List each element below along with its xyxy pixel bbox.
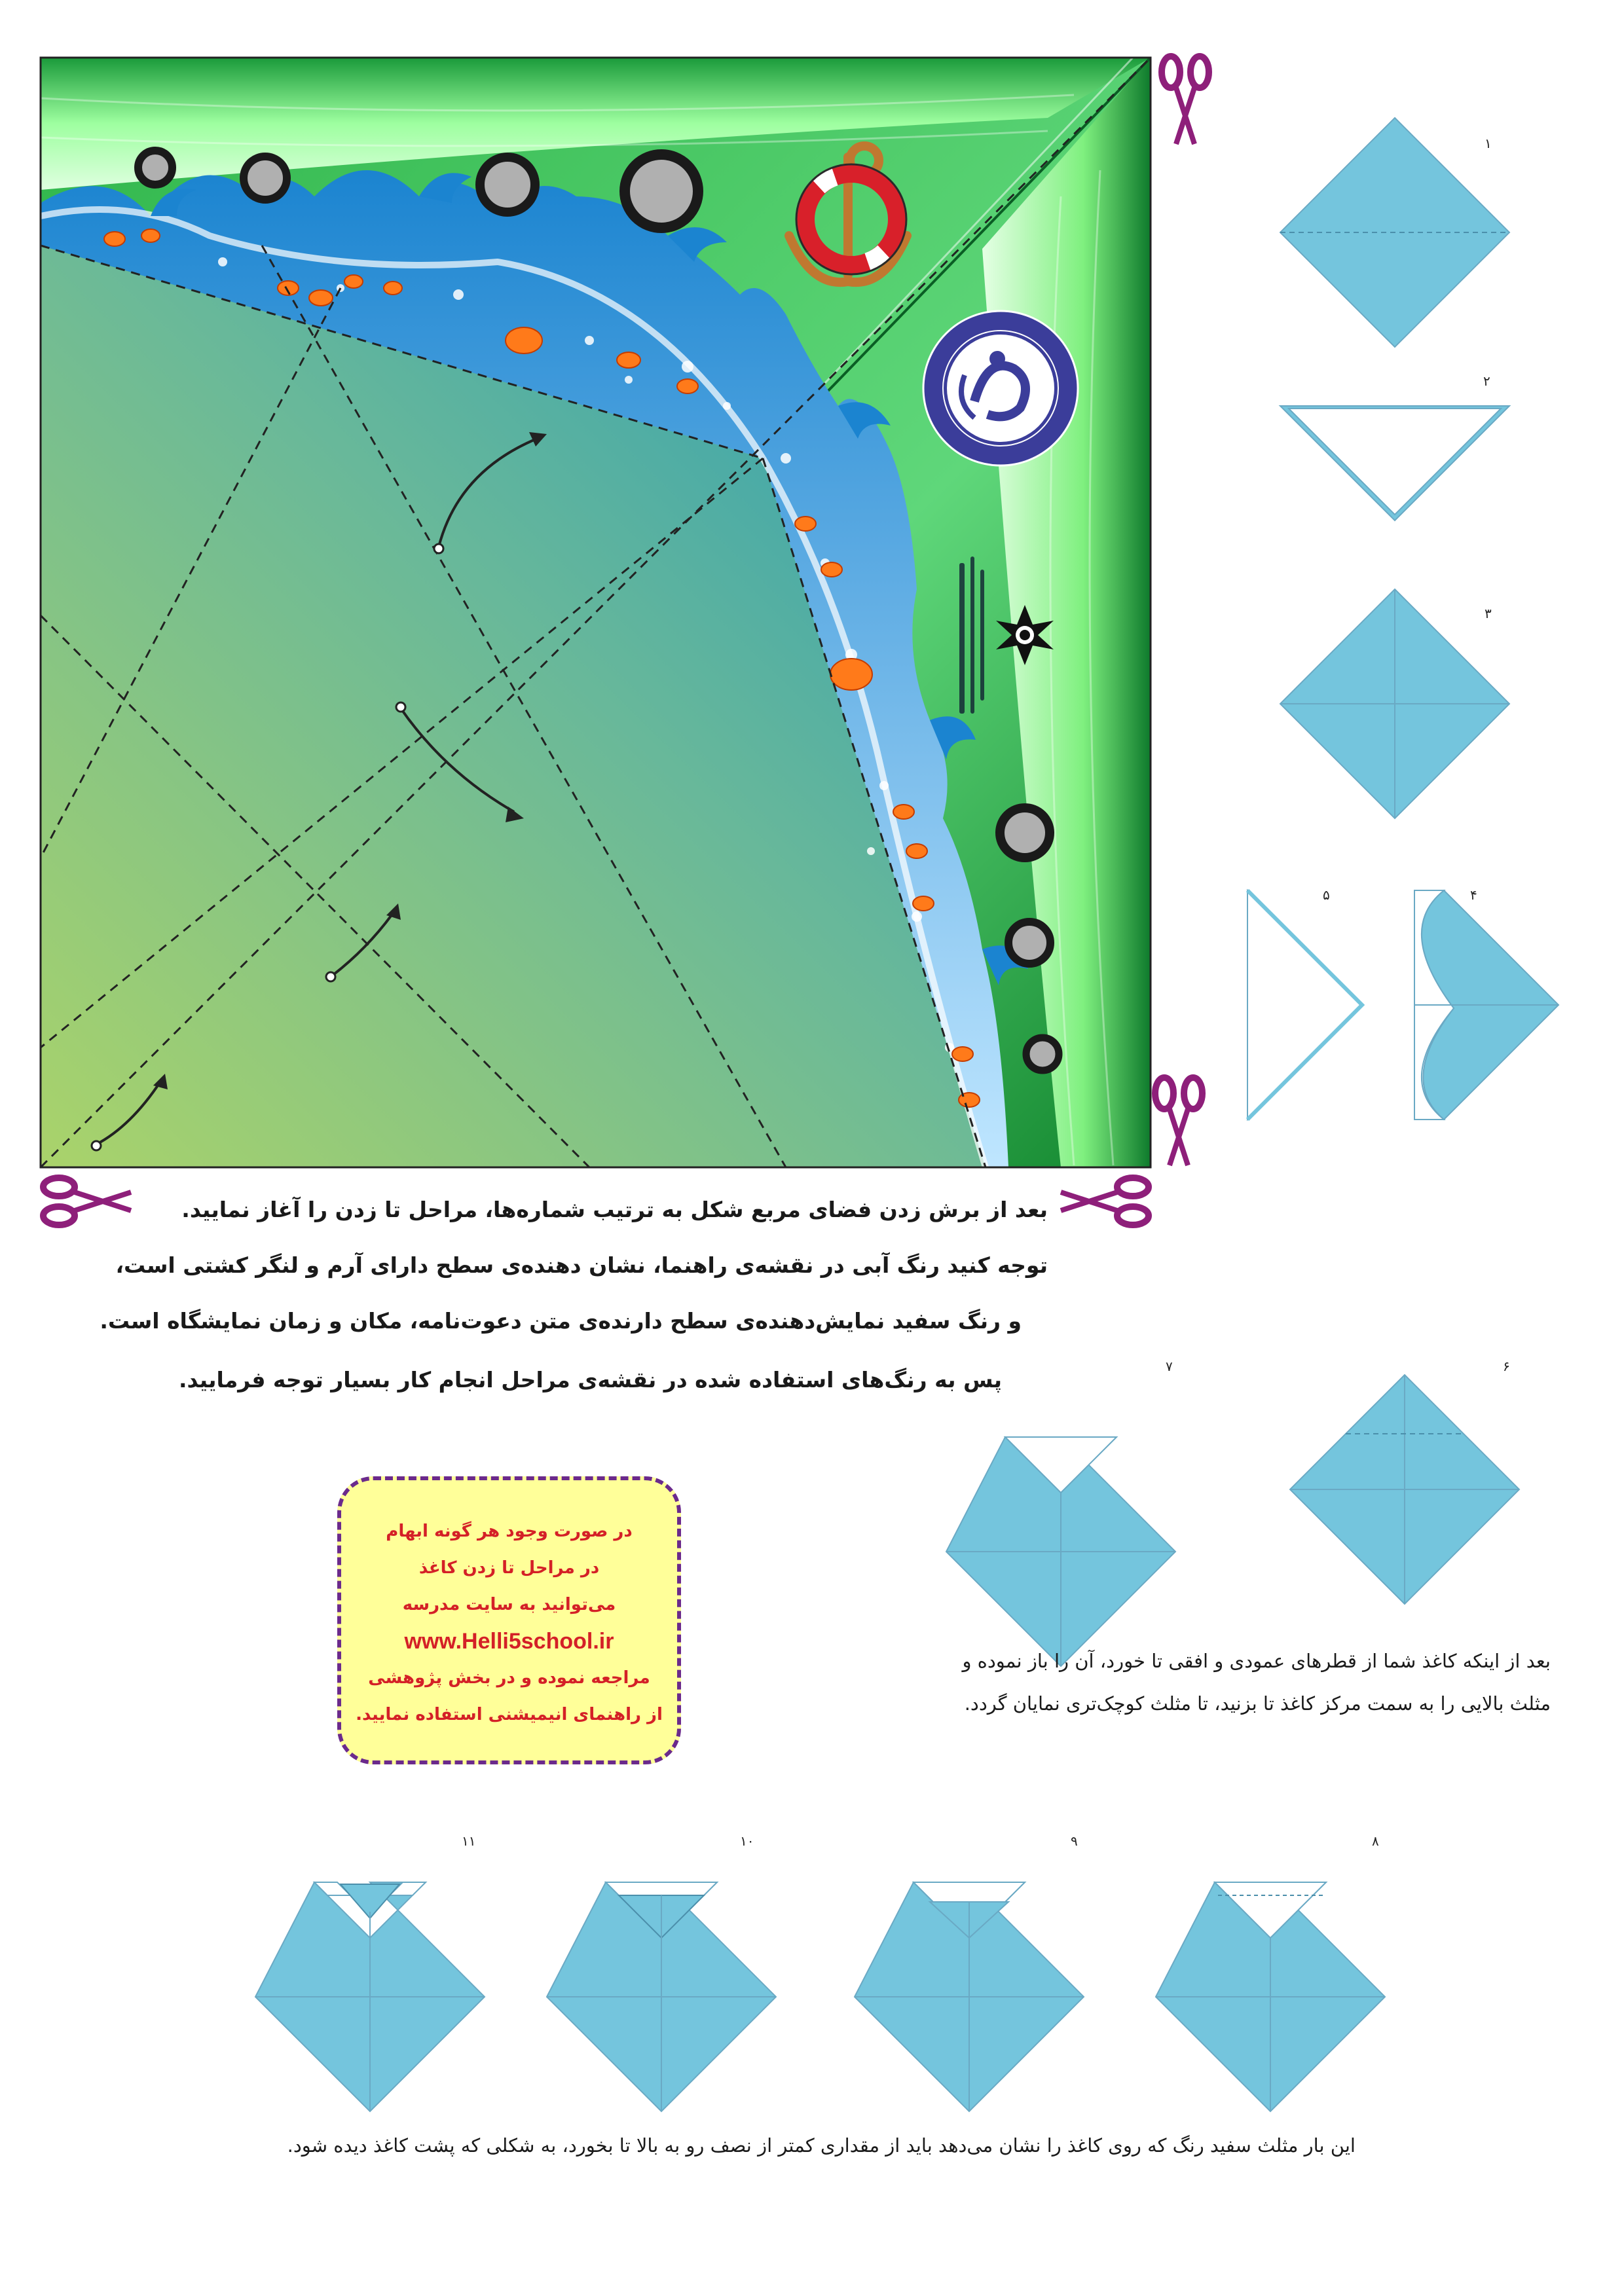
final-step-note: این بار مثلث سفید رنگ که روی کاغذ را نشان می‌دهد باید از مقداری کمتر از نصف رو به بالا تا بخورد، به شکلی که پشت کاغذ دیده شود. (287, 2134, 1356, 2157)
instruction-line-2: توجه کنید رنگ آبی در نقشه‌ی راهنما، نشان دهنده‌ی سطح دارای آرم و لنگر کشتی است، (115, 1252, 1048, 1278)
step-7-note: بعد از اینکه کاغذ شما از قطرهای عمودی و افقی تا خورد، آن را باز نموده و (962, 1650, 1551, 1672)
notice-line-5: از راهنمای انیمیشنی استفاده نمایید. (356, 1705, 663, 1724)
notice-line-1: در صورت وجود هر گونه ابهام (386, 1522, 633, 1541)
instruction-line-1: بعد از برش زدن فضای مربع شکل به ترتیب شماره‌ها، مراحل تا زدن را آغاز نمایید. (181, 1197, 1048, 1222)
instruction-line-4: پس به رنگ‌های استفاده شده در نقشه‌ی مراحل انجام کار بسیار توجه فرمایید. (179, 1367, 1002, 1393)
notice-line-4: مراجعه نموده و در بخش پژوهشی (368, 1668, 650, 1688)
step-number: ۵ (1323, 887, 1330, 903)
step-number: ۶ (1503, 1358, 1510, 1374)
help-notice-box (337, 1476, 681, 1764)
step-8-diagram (1156, 1882, 1385, 2111)
step-number: ۱۰ (740, 1833, 754, 1849)
step-number: ۱ (1485, 136, 1492, 151)
step-1-diagram (1280, 118, 1509, 347)
step-number: ۹ (1071, 1833, 1078, 1849)
step-11-diagram (255, 1882, 485, 2111)
school-website-link[interactable]: www.Helli5school.ir (404, 1629, 614, 1654)
logo-seal (923, 311, 1078, 465)
step-number: ۸ (1372, 1833, 1379, 1849)
step-5-diagram (1247, 890, 1362, 1120)
step-3-diagram (1280, 589, 1509, 818)
instruction-line-3: و رنگ سفید نمایش‌دهنده‌ی سطح دارنده‌ی متن دعوت‌نامه، مکان و زمان نمایشگاه است. (100, 1308, 1022, 1334)
notice-line-2: در مراحل تا زدن کاغذ (418, 1558, 600, 1578)
step-9-diagram (855, 1882, 1084, 2111)
step-10-diagram (547, 1882, 776, 2111)
notice-line-3: می‌توانید به سایت مدرسه (402, 1595, 616, 1614)
step-2-diagram (1280, 406, 1509, 520)
step-6-diagram (1290, 1375, 1519, 1604)
step-7-note-cont: مثلث بالایی را به سمت مرکز کاغذ تا بزنید، تا مثلث کوچک‌تری نمایان گردد. (964, 1692, 1551, 1715)
step-number: ۷ (1166, 1358, 1173, 1374)
step-number: ۱۱ (462, 1833, 476, 1849)
step-4-diagram (1414, 890, 1559, 1120)
step-number: ۴ (1470, 887, 1477, 903)
step-number: ۳ (1485, 606, 1492, 621)
step-7-diagram (946, 1437, 1175, 1666)
step-number: ۲ (1483, 373, 1490, 389)
